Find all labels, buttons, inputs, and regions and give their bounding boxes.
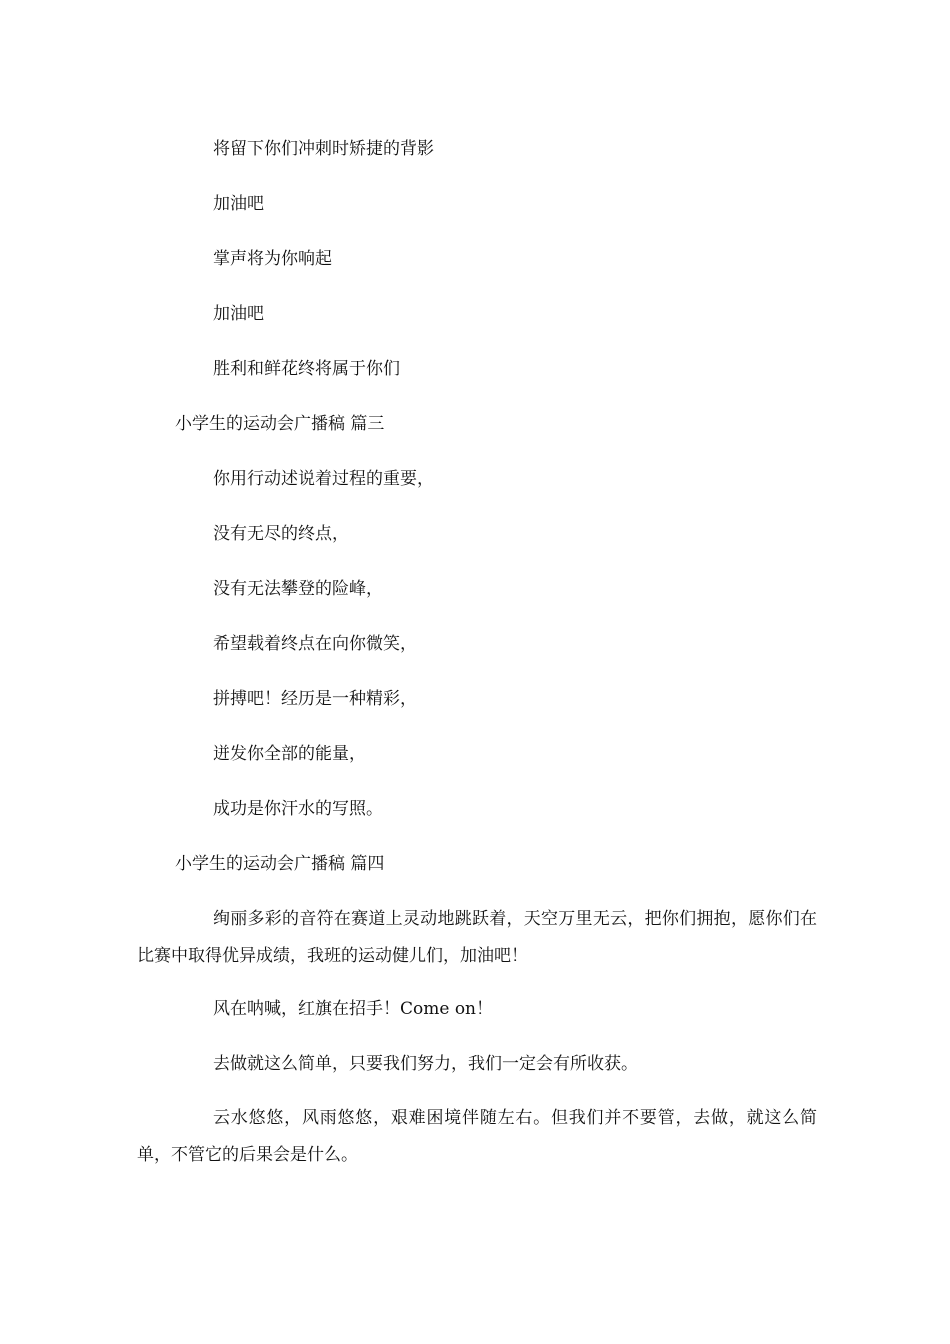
section-heading-4: 小学生的运动会广播稿 篇四 xyxy=(175,854,385,874)
section-heading-3: 小学生的运动会广播稿 篇三 xyxy=(175,414,385,434)
paragraph: 去做就这么简单，只要我们努力，我们一定会有所收获。 xyxy=(213,1054,638,1074)
poem-line: 没有无法攀登的险峰， xyxy=(213,579,383,599)
poem-line: 加油吧 xyxy=(213,194,264,214)
poem-line: 希望载着终点在向你微笑， xyxy=(213,634,417,654)
poem-line: 迸发你全部的能量， xyxy=(213,744,366,764)
poem-line: 胜利和鲜花终将属于你们 xyxy=(213,359,400,379)
poem-line: 加油吧 xyxy=(213,304,264,324)
poem-line: 成功是你汗水的写照。 xyxy=(213,799,383,819)
paragraph: 绚丽多彩的音符在赛道上灵动地跳跃着，天空万里无云，把你们拥抱，愿你们在比赛中取得优异成绩，我班的运动健儿们，加油吧！ xyxy=(137,909,817,966)
paragraph: 风在呐喊，红旗在招手！Come on！ xyxy=(213,999,494,1019)
paragraph: 云水悠悠，风雨悠悠，艰难困境伴随左右。但我们并不要管，去做，就这么简单，不管它的后果会是什么。 xyxy=(137,1108,817,1165)
poem-line: 将留下你们冲刺时矫捷的背影 xyxy=(213,139,434,159)
poem-line: 没有无尽的终点， xyxy=(213,524,349,544)
poem-line: 你用行动述说着过程的重要， xyxy=(213,469,434,489)
poem-line: 掌声将为你响起 xyxy=(213,249,332,269)
poem-line: 拼搏吧！经历是一种精彩， xyxy=(213,689,417,709)
